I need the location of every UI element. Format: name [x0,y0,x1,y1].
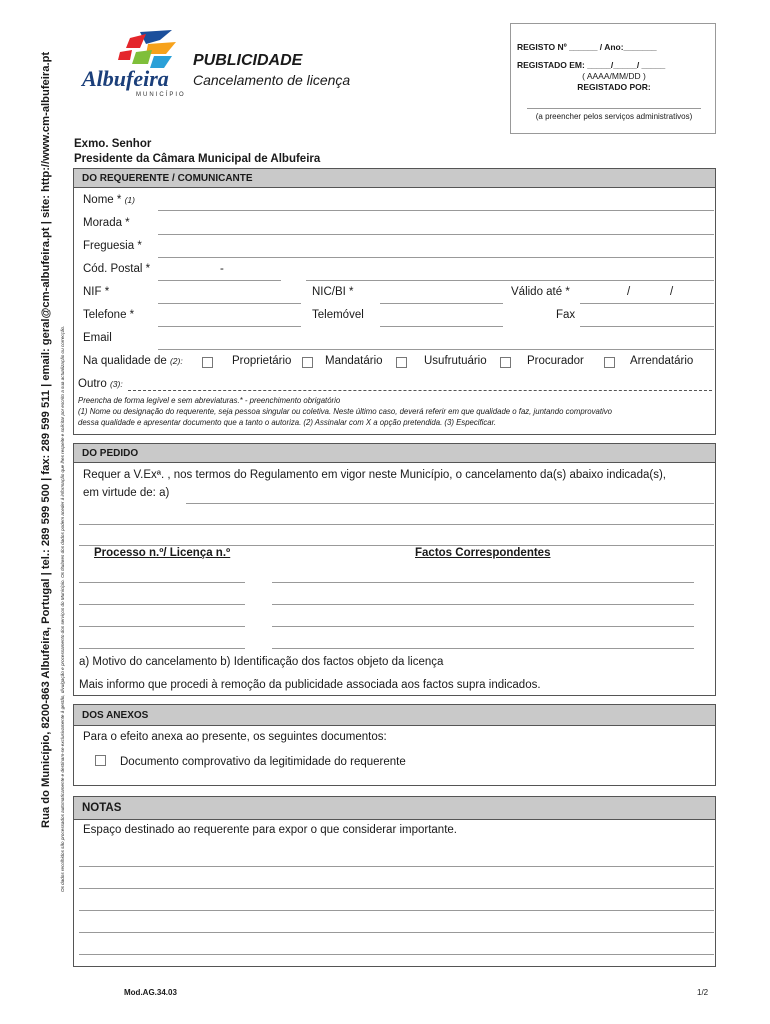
side-privacy-notice: Os dados recolhidos são processados automaticamente e destinam-se exclusivamente à gestão, divulgação e processamento dos serviços do Município. Os titulares dos dados podem aceder à informação que lhes respeite e solicitar por escrito a sua actualização ou correcção. [60,325,65,892]
requerente-heading: DO REQUERENTE / COMUNICANTE [74,169,715,188]
logo-text: Albufeira [82,66,169,91]
factos-field-1[interactable] [272,582,694,583]
pedido-reason-field-2[interactable] [79,524,714,525]
qualidade-note: (2): [169,356,183,366]
outro-note: (3): [109,379,123,389]
qualidade-option-proprietario: Proprietário [232,355,292,367]
nif-label: NIF * [83,286,110,298]
qualidade-option-arrendatario: Arrendatário [630,355,694,367]
registo-signature-line[interactable] [527,108,701,109]
valido-slash-2: / [670,286,674,298]
outro-field[interactable] [128,390,712,391]
cod-postal-dash: - [220,263,224,275]
notas-heading: NOTAS [74,797,715,820]
addressee-line2: Presidente da Câmara Municipal de Albufeira [74,153,321,165]
registo-numero: REGISTO Nº ______ / Ano:_______ [517,42,657,52]
processo-field-4[interactable] [79,648,245,649]
cod-postal-field[interactable] [158,280,281,281]
mandatario-checkbox[interactable] [396,357,407,368]
nicbi-label: NIC/BI * [312,286,354,298]
qualidade-checkbox-1[interactable] [202,357,213,368]
anexo-legitimidade-label: Documento comprovativo da legitimidade do requerente [120,756,406,768]
qualidade-option-mandatario: Mandatário [325,355,383,367]
valido-field[interactable] [580,303,714,304]
notas-section [73,796,716,967]
proprietario-checkbox[interactable] [302,357,313,368]
anexos-text: Para o efeito anexa ao presente, os seguintes documentos: [83,731,387,743]
registado-por: REGISTADO POR: [577,82,651,92]
notas-field-2[interactable] [79,888,714,889]
form-title: PUBLICIDADE [193,52,303,69]
cod-postal-locality-field[interactable] [306,280,714,281]
pedido-reason-field-3[interactable] [79,545,714,546]
nif-field[interactable] [158,303,301,304]
fax-field[interactable] [580,326,714,327]
factos-field-4[interactable] [272,648,694,649]
pedido-section [73,443,716,696]
notes-line-1: Preencha de forma legível e sem abreviaturas.* - preenchimento obrigatório [78,396,341,405]
registado-em: REGISTADO EM: _____/_____/ _____ [517,60,666,70]
qualidade-label: Na qualidade de (2): [83,355,183,367]
telemovel-label: Telemóvel [312,309,364,321]
processo-field-2[interactable] [79,604,245,605]
cod-postal-label: Cód. Postal * [83,263,151,275]
side-address: Rua do Município, 8200-863 Albufeira, Portugal | tel.: 289 599 500 | fax: 289 599 511 | email: geral@cm-albufeira.pt | site: http://www.cm-albufeira.pt [40,51,52,828]
morada-label: Morada * [83,217,130,229]
pedido-reason-field-1[interactable] [186,503,714,504]
anexos-heading: DOS ANEXOS [74,705,715,726]
morada-field[interactable] [158,234,714,235]
nicbi-field[interactable] [380,303,503,304]
addressee-line1: Exmo. Senhor [74,138,152,150]
notas-field-4[interactable] [79,932,714,933]
logo-subtext: MUNICÍPIO [136,92,186,98]
form-subtitle: Cancelamento de licença [193,72,351,88]
usufrutuario-checkbox[interactable] [500,357,511,368]
registo-box [510,23,716,134]
nome-note: (1) [124,195,135,205]
notas-text: Espaço destinado ao requerente para expor o que considerar importante. [83,824,457,836]
registo-note: (a preencher pelos serviços administrativos) [535,112,693,121]
fax-label: Fax [556,309,576,321]
anexos-section [73,704,716,786]
factos-field-2[interactable] [272,604,694,605]
model-code: Mod.AG.34.03 [124,988,177,997]
requerente-section [73,168,716,435]
telefone-field[interactable] [158,326,301,327]
freguesia-field[interactable] [158,257,714,258]
albufeira-logo [80,28,195,103]
notes-line-2: (1) Nome ou designação do requerente, seja pessoa singular ou coletiva. Neste último caso, deverá referir em que qualidade o faz, juntando comprovativo [78,407,612,416]
telefone-label: Telefone * [83,309,135,321]
processo-field-1[interactable] [79,582,245,583]
page-number: 1/2 [697,988,709,997]
valido-label: Válido até * [511,286,570,298]
pedido-heading: DO PEDIDO [74,444,715,463]
nome-label: Nome * (1) [83,194,135,206]
registado-date-format: ( AAAA/MM/DD ) [582,71,646,81]
pedido-motivo-note: a) Motivo do cancelamento b) Identificação dos factos objeto da licença [79,656,444,668]
factos-field-3[interactable] [272,626,694,627]
factos-column-header: Factos Correspondentes [415,547,551,559]
valido-slash-1: / [627,286,631,298]
qualidade-option-usufrutuario: Usufrutuário [424,355,487,367]
processo-column-header: Processo n.º/ Licença n.º [94,547,231,559]
freguesia-label: Freguesia * [83,240,142,252]
nome-field[interactable] [158,210,714,211]
notas-field-3[interactable] [79,910,714,911]
procurador-checkbox[interactable] [604,357,615,368]
outro-label: Outro (3): [78,378,123,390]
anexo-legitimidade-checkbox[interactable] [95,755,106,766]
notas-field-5[interactable] [79,954,714,955]
email-field[interactable] [158,349,714,350]
pedido-text-1: Requer a V.Exª. , nos termos do Regulamento em vigor neste Município, o cancelamento da(s) abaixo indicada(s), [83,469,666,481]
notes-line-3: dessa qualidade e apresentar documento que a tanto o autoriza. (2) Assinalar com X a opção pretendida. (3) Especificar. [78,418,497,427]
processo-field-3[interactable] [79,626,245,627]
qualidade-option-procurador: Procurador [527,355,584,367]
pedido-text-2: em virtude de: a) [83,487,170,499]
email-label: Email [83,332,112,344]
telemovel-field[interactable] [380,326,503,327]
notas-field-1[interactable] [79,866,714,867]
pedido-informo: Mais informo que procedi à remoção da publicidade associada aos factos supra indicados. [79,679,541,691]
